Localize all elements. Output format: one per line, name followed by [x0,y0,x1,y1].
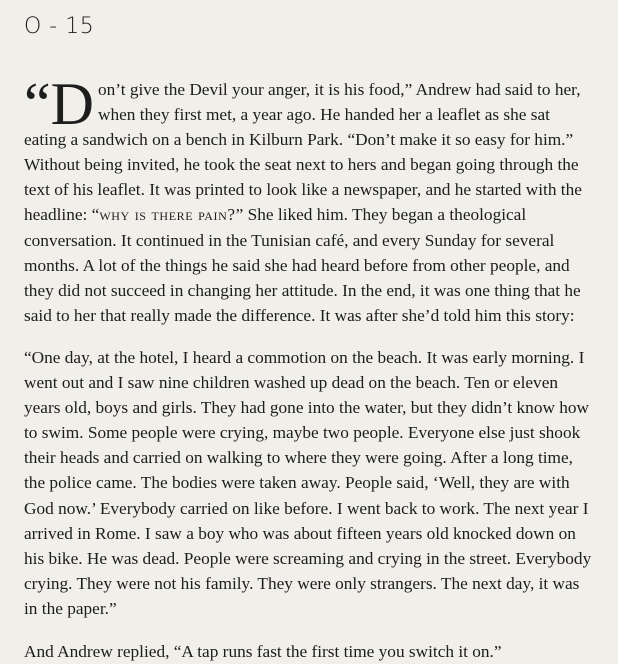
paragraph-2: “One day, at the hotel, I heard a commotion on the beach. It was early morning. I went out and I saw nine children washed up dead on the beach. Ten or eleven years old, boys and girls. They had gone into the water, but they didn’t know how to swim. Some people were crying, maybe two people. Everyone else just shook their heads and carried on walking to where they were going. After a long time, the police came. The bodies were taken away. People said, ‘Well, they are with God now.’ Everybody carried on like before. I went back to work. The next year I arrived in Rome. I saw a boy who was about fifteen years old knocked down on his bike. He was dead. People were screaming and crying in the street. Everybody crying. They were not his family. They were only strangers. The next day, it was in the paper.” [24,347,592,618]
leaflet-headline: why is there pain? [99,205,236,225]
chapter-title: O - 15 [24,14,95,39]
drop-cap: “D [24,71,94,137]
paragraph-1-text-b: ” She liked him. They began a theological conversation. It continued in the Tunisian café, and every Sunday for several months. A lot of the things he said she had heard before from other people, and they did not succeed in changing her attitude. In the end, it was one thing that he said to her that really made the difference. It was after she’d told him this story: [24,205,581,325]
paragraph-1 [24,71,596,328]
paragraph-1-text-a: on’t give the Devil your anger, it is his food,” Andrew had said to her, when they first met, a year ago. He handed her a leaflet as she sat eating a sandwich on a bench in Kilburn Park. “Don’t make it so easy for him.” Without being invited, he took the seat next to hers and began going through the text of his leaflet. It was printed to look like a newspaper, and he started with the headline: “ [24,80,582,225]
paragraph-3: And Andrew replied, “A tap runs fast the first time you switch it on.” [24,641,502,661]
